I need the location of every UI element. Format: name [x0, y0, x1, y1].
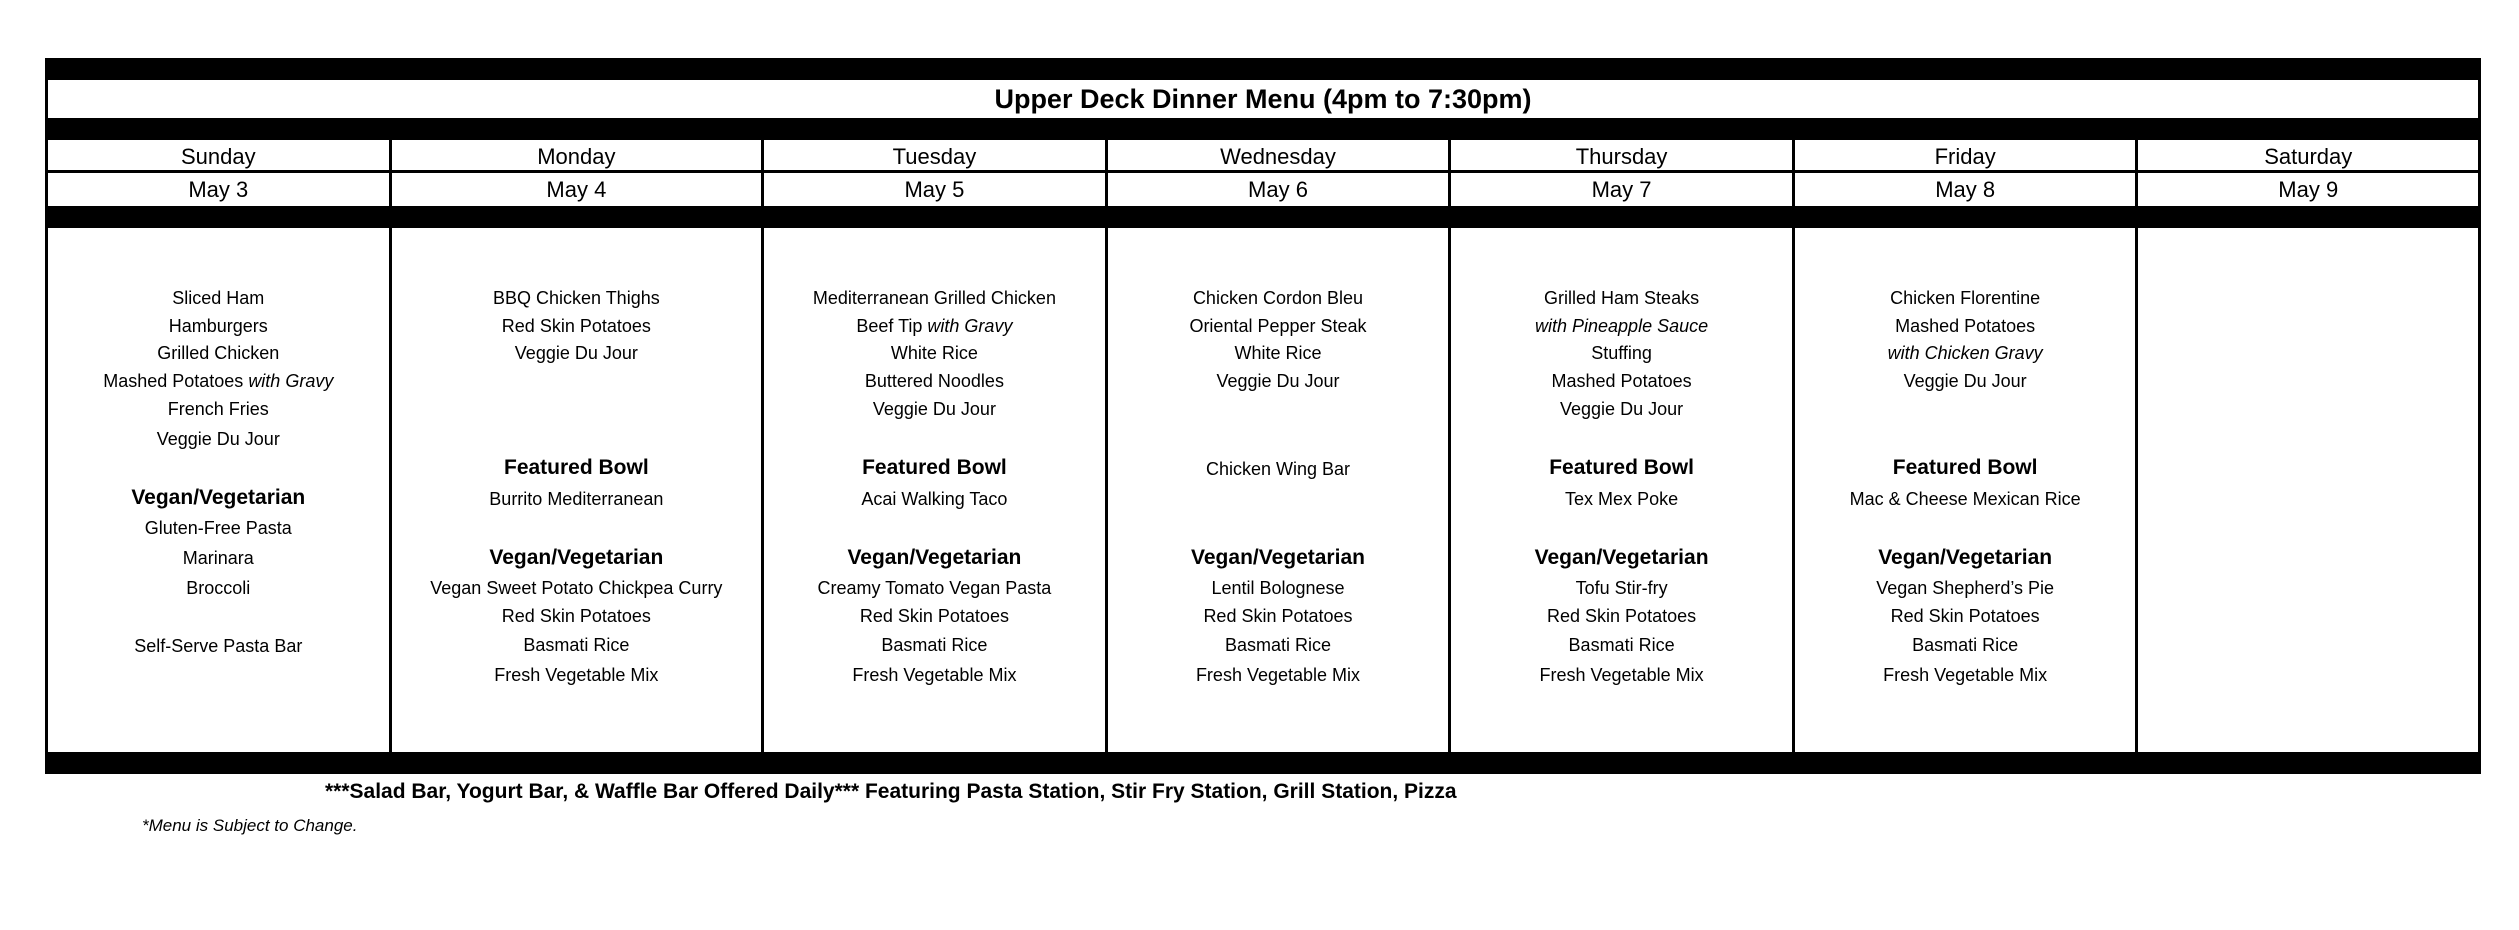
menu-item: Tex Mex Poke [1565, 489, 1679, 509]
menu-item: Veggie Du Jour [1216, 371, 1340, 391]
menu-item [764, 314, 1105, 338]
menu-item: Basmati Rice [881, 635, 988, 655]
menu-item: Fresh Vegetable Mix [494, 665, 659, 685]
menu-item: Basmati Rice [1912, 635, 2019, 655]
section-heading: Featured Bowl [1892, 456, 2038, 479]
menu-item: Stuffing [1591, 343, 1652, 363]
menu-title: Upper Deck Dinner Menu (4pm to 7:30pm) [994, 83, 1532, 114]
menu-item: Creamy Tomato Vegan Pasta [817, 578, 1052, 598]
menu-item: Veggie Du Jour [872, 399, 996, 419]
menu-item: Grilled Ham Steaks [1544, 288, 1700, 308]
menu-item: Grilled Chicken [157, 343, 280, 363]
section-heading: Vegan/Vegetarian [1534, 546, 1709, 569]
footer-disclaimer: *Menu is Subject to Change. [142, 816, 358, 835]
menu-item: White Rice [890, 343, 978, 363]
menu-item: Basmati Rice [1568, 635, 1675, 655]
menu-item: Basmati Rice [1224, 635, 1331, 655]
menu-item: Self-Serve Pasta Bar [134, 636, 303, 656]
menu-item-text: Beef Tip [856, 316, 928, 336]
menu-item: Red Skin Potatoes [1547, 606, 1697, 626]
day-friday: Friday [1795, 140, 2139, 173]
menu-item: French Fries [167, 399, 269, 419]
menu-item [48, 369, 389, 393]
menu-item: Sliced Ham [172, 288, 265, 308]
menu-body-row [45, 228, 2481, 752]
menu-item: Lentil Bolognese [1211, 578, 1345, 598]
section-heading: Featured Bowl [1549, 456, 1694, 479]
menu-monday [392, 228, 765, 752]
menu-item: Basmati Rice [523, 635, 630, 655]
menu-item: Chicken Wing Bar [1205, 459, 1351, 479]
menu-item: Veggie Du Jour [156, 429, 280, 449]
menu-item: Veggie Du Jour [1903, 371, 2027, 391]
menu-item: Mac & Cheese Mexican Rice [1849, 489, 2081, 509]
section-heading: Vegan/Vegetarian [847, 546, 1022, 569]
menu-item: Fresh Vegetable Mix [1539, 665, 1704, 685]
menu-wednesday [1108, 228, 1452, 752]
menu-item: Fresh Vegetable Mix [1195, 665, 1361, 685]
menu-item-note: with Pineapple Sauce [1535, 316, 1709, 336]
date-tuesday: May 5 [764, 173, 1108, 206]
menu-item-note: with Chicken Gravy [1887, 343, 2043, 363]
menu-friday [1795, 228, 2139, 752]
menu-item: BBQ Chicken Thighs [492, 288, 660, 308]
title-row [45, 80, 2481, 118]
section-heading: Vegan/Vegetarian [489, 546, 664, 569]
menu-item: Chicken Florentine [1890, 288, 2041, 308]
section-heading: Featured Bowl [504, 456, 649, 479]
menu-item: Broccoli [186, 578, 251, 598]
day-tuesday: Tuesday [764, 140, 1108, 173]
menu-item: Buttered Noodles [864, 371, 1004, 391]
menu-item: Veggie Du Jour [1560, 399, 1684, 419]
menu-item-text: Mashed Potatoes [103, 371, 249, 391]
menu-item: Red Skin Potatoes [1890, 606, 2040, 626]
menu-item: Veggie Du Jour [514, 343, 638, 363]
menu-item: Red Skin Potatoes [1203, 606, 1353, 626]
day-thursday: Thursday [1451, 140, 1795, 173]
menu-item: White Rice [1234, 343, 1322, 363]
day-sunday: Sunday [48, 140, 392, 173]
date-sunday: May 3 [48, 173, 392, 206]
menu-item: Gluten-Free Pasta [144, 518, 292, 538]
menu-item: Marinara [182, 548, 254, 568]
menu-item: Fresh Vegetable Mix [852, 665, 1017, 685]
date-saturday: May 9 [2138, 173, 2481, 206]
date-monday: May 4 [392, 173, 765, 206]
section-heading: Vegan/Vegetarian [1878, 546, 2053, 569]
menu-item-note: with Gravy [927, 316, 1013, 336]
menu-item: Mediterranean Grilled Chicken [812, 288, 1056, 308]
menu-tuesday [764, 228, 1108, 752]
day-wednesday: Wednesday [1108, 140, 1452, 173]
separator-bar [45, 206, 2481, 228]
menu-item: Tofu Stir-fry [1575, 578, 1668, 598]
menu-item: Burrito Mediterranean [489, 489, 664, 509]
menu-item: Fresh Vegetable Mix [1883, 665, 2048, 685]
menu-item: Oriental Pepper Steak [1189, 316, 1367, 336]
day-row [45, 140, 2481, 173]
date-wednesday: May 6 [1108, 173, 1452, 206]
date-row [45, 173, 2481, 206]
date-friday: May 8 [1795, 173, 2139, 206]
section-heading: Vegan/Vegetarian [1191, 546, 1365, 569]
bottom-bar [45, 752, 2481, 774]
menu-saturday [2138, 228, 2481, 752]
date-thursday: May 7 [1451, 173, 1795, 206]
section-heading: Vegan/Vegetarian [131, 486, 306, 509]
menu-item: Red Skin Potatoes [501, 316, 651, 336]
menu-item: Vegan Sweet Potato Chickpea Curry [430, 578, 723, 598]
menu-item: Red Skin Potatoes [501, 606, 651, 626]
menu-thursday [1451, 228, 1795, 752]
menu-item: Mashed Potatoes [1551, 371, 1692, 391]
menu-item: Vegan Shepherd’s Pie [1876, 578, 2055, 598]
section-heading: Featured Bowl [862, 456, 1007, 479]
menu-item-note: with Gravy [248, 371, 334, 391]
menu-item: Chicken Cordon Bleu [1192, 288, 1364, 308]
footer-daily-offerings: ***Salad Bar, Yogurt Bar, & Waffle Bar Offered Daily*** Featuring Pasta Station, Stir Fry Station, Grill Station, Pizza [325, 780, 1457, 803]
menu-item: Acai Walking Taco [861, 489, 1008, 509]
top-bar [45, 58, 2481, 80]
menu-table [45, 58, 2481, 774]
menu-item: Hamburgers [168, 316, 268, 336]
menu-item: Red Skin Potatoes [859, 606, 1009, 626]
header-bar [45, 118, 2481, 140]
day-monday: Monday [392, 140, 765, 173]
day-saturday: Saturday [2138, 140, 2481, 173]
menu-sunday [48, 228, 392, 752]
menu-item: Mashed Potatoes [1895, 316, 2036, 336]
